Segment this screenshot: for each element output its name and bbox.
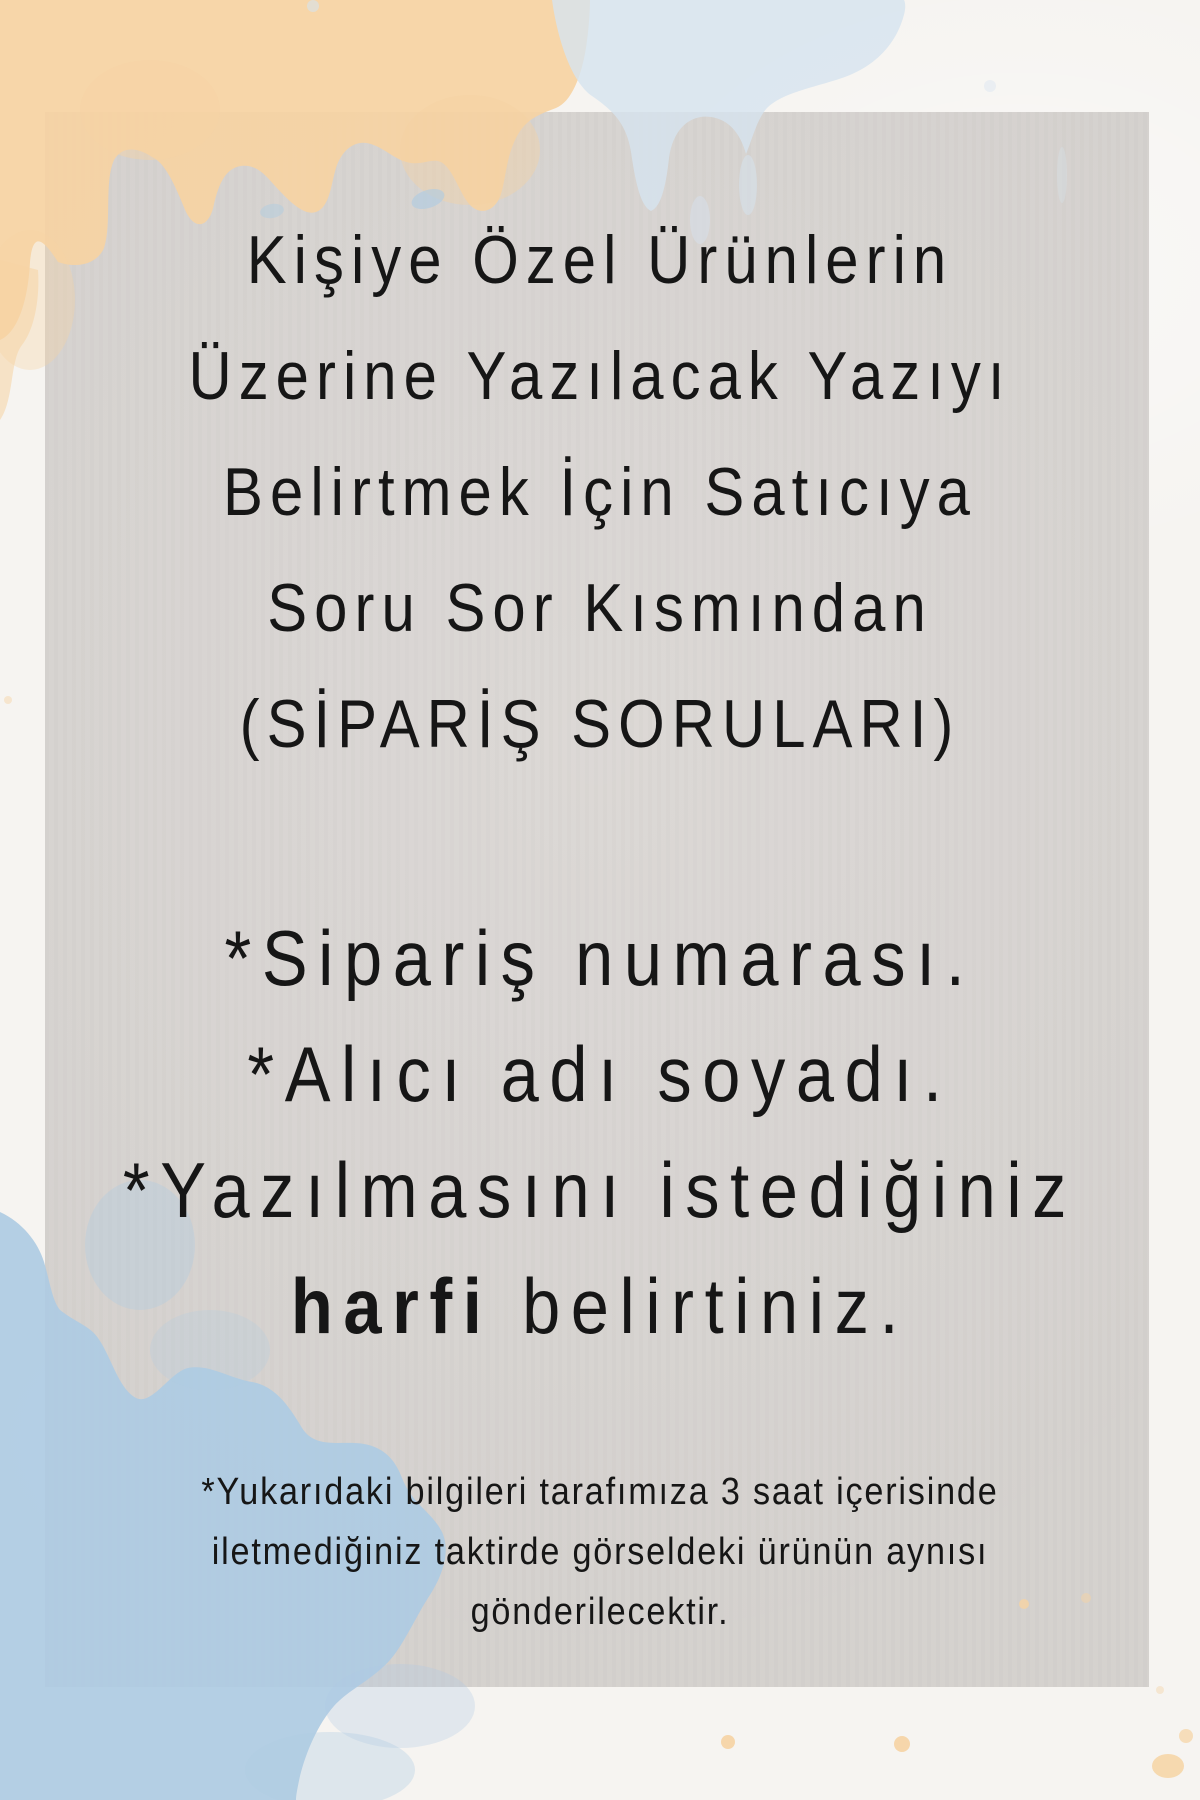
deadline-note-block <box>60 1462 1140 1642</box>
heading-line-5: (SİPARİŞ SORULARI) <box>239 686 961 762</box>
requirement-recipient-name: *Alıcı adı soyadı. <box>247 1030 953 1118</box>
note-line-2: iletmediğiniz taktirde görseldeki ürünün aynısı <box>211 1531 989 1573</box>
note-line-3: gönderilecektir. <box>470 1591 730 1633</box>
heading-line-2: Üzerine Yazılacak Yazıyı <box>188 338 1012 414</box>
requirement-letter-emphasis: harfi <box>290 1262 493 1350</box>
note-line-1: *Yukarıdaki bilgileri tarafımıza 3 saat içerisinde <box>201 1471 999 1513</box>
requirement-order-number: *Sipariş numarası. <box>224 914 976 1002</box>
heading-line-3: Belirtmek İçin Satıcıya <box>223 454 977 530</box>
heading-line-4: Soru Sor Kısmından <box>267 570 933 646</box>
requirement-letter-intro: *Yazılmasını istediğiniz <box>122 1146 1078 1234</box>
requirement-letter-line <box>72 1248 1128 1364</box>
order-requirements-block <box>72 900 1128 1364</box>
heading-block <box>72 202 1128 782</box>
requirement-letter-rest: belirtiniz. <box>492 1262 910 1350</box>
heading-line-1: Kişiye Özel Ürünlerin <box>246 222 954 298</box>
